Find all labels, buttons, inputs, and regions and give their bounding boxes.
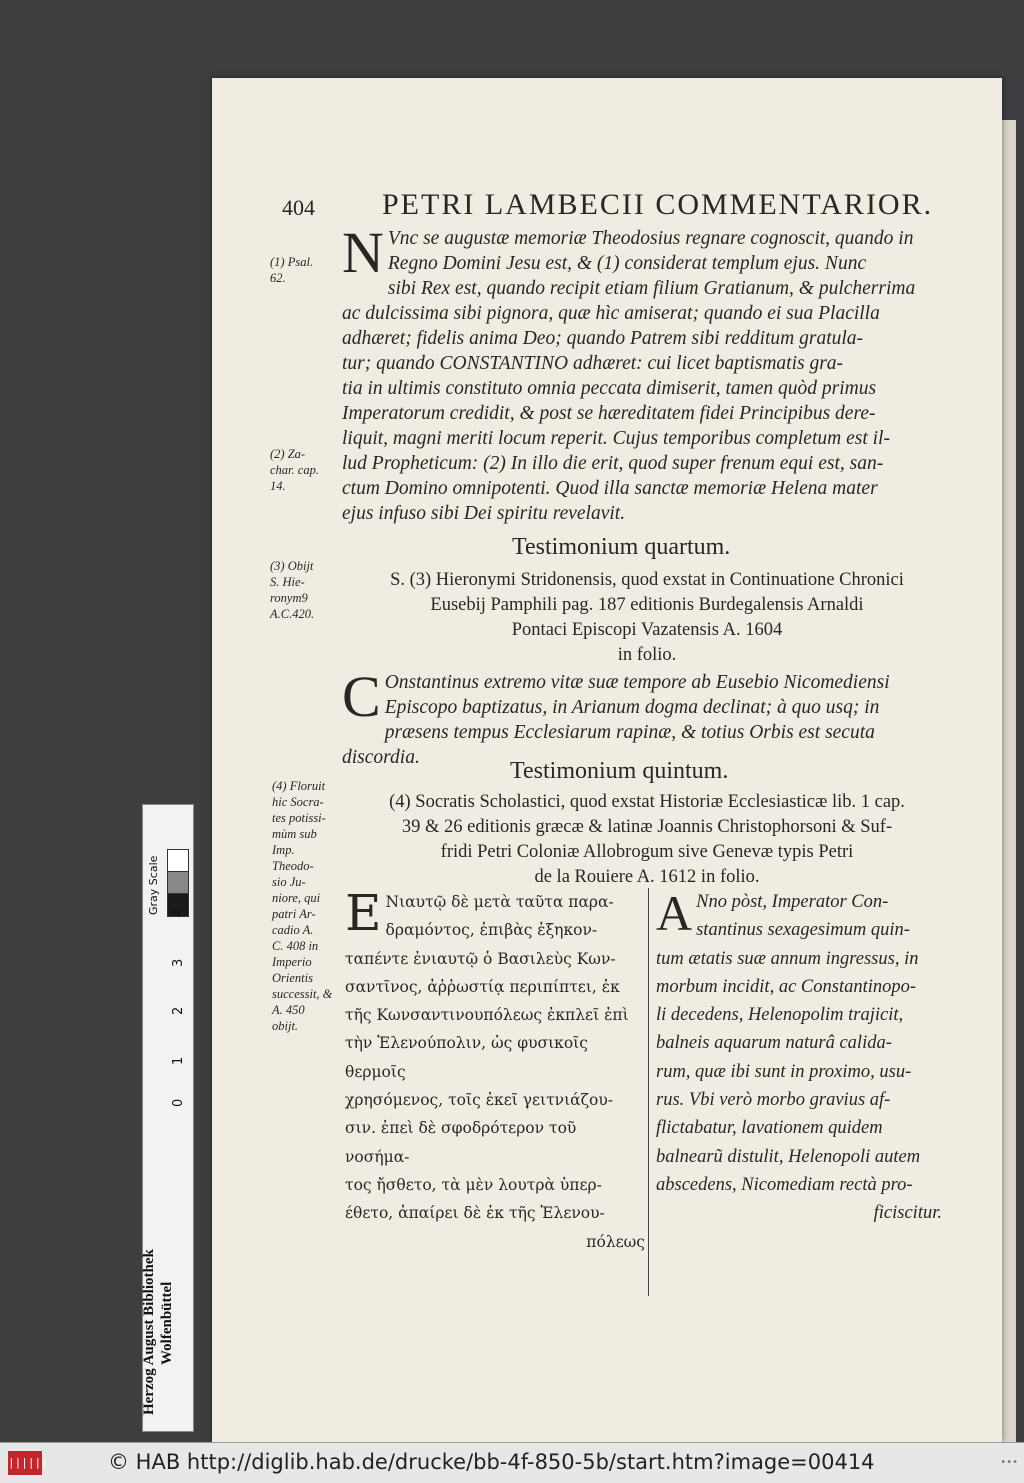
margin-note-1: (1) Psal. 62. [270, 255, 314, 285]
dropcap: E [345, 884, 382, 942]
running-head: PETRI LAMBECII COMMENTARIOR. [382, 188, 934, 221]
greek-line: σιν. ἐπεὶ δὲ σφοδρότερον τοῦ νοσήμα- [345, 1119, 577, 1166]
greek-line: τῆς Κωνσαντινουπόλεως ἐκπλεῖ ἐπὶ [345, 1006, 629, 1025]
latin-line: ficiscitur. [873, 1203, 942, 1224]
greek-line: ταπέντε ἐνιαυτῷ ὁ Βασιλεὺς Κων- [345, 949, 616, 968]
text-line: Onstantinus extremo vitæ suæ tempore ab Eusebio Nicomediensi [384, 672, 890, 693]
greek-line: σαντῖνος, ἀῤῥωστίᾳ περιπίπτει, ἐκ [345, 977, 620, 996]
text-line: ejus infuso sibi Dei spiritu revelavit. [342, 503, 626, 524]
citation-hieronymus [342, 568, 952, 668]
citation-line: Pontaci Episcopi Vazatensis A. 1604 [511, 620, 783, 640]
footer-bar [0, 1442, 1024, 1483]
citation-socrates [342, 790, 952, 890]
greek-column [345, 884, 645, 1256]
text-line: Vnc se augustæ memoriæ Theodosius regnare cognoscit, quando in [387, 228, 914, 249]
greek-line: δραμόντος, ἐπιβὰς ἑξηκον- [385, 921, 598, 940]
text-line: tur; quando CONSTANTINO adhæret: cui licet baptismatis gra- [342, 353, 844, 374]
greek-line: χρησόμενος, τοῖς ἐκεῖ γειτνιάζου- [345, 1091, 614, 1110]
text-line: ctum Domino omnipotenti. Quod illa sanctæ memoriæ Helena mater [342, 478, 878, 499]
latin-line: li decedens, Helenopolim trajicit, [656, 1005, 904, 1026]
latin-line: balneis aquarum naturâ calida- [656, 1033, 892, 1054]
citation-line: S. (3) Hieronymi Stridonensis, quod exstat in Continuatione Chronici [390, 570, 904, 590]
latin-line: abscedens, Nicomediam rectà pro- [656, 1174, 913, 1195]
gray-swatch [167, 849, 189, 873]
margin-note-3: (3) Obijt S. Hie- ronym9 A.C.420. [270, 559, 315, 621]
ruler-scale-label: Gray Scale [147, 855, 160, 915]
latin-line: flictabatur, lavationem quidem [656, 1118, 883, 1139]
text-line: lud Propheticum: (2) In illo die erit, quod super frenum equi est, san- [342, 453, 884, 474]
ruler-number: 0 [171, 1098, 186, 1107]
latin-column [656, 885, 942, 1228]
text-line: Episcopo baptizatus, in Arianum dogma declinat; à quo usq; in [384, 697, 880, 718]
ruler-subtitle: Wolfenbüttel [159, 1281, 175, 1365]
next-page-edge [1000, 120, 1016, 1442]
hab-logo-icon: |||||| [8, 1451, 42, 1475]
ruler-number: 1 [171, 1056, 186, 1065]
ruler-title: Herzog August Bibliothek [141, 1249, 157, 1415]
ruler-number: 2 [171, 1006, 186, 1015]
column-divider [648, 888, 649, 1296]
paragraph-theodosius [342, 220, 942, 526]
gray-scale-ruler [142, 804, 194, 1432]
dropcap: C [342, 664, 381, 729]
citation-line: (4) Socratis Scholastici, quod exstat Historiæ Ecclesiasticæ lib. 1 cap. [389, 792, 905, 812]
citation-line: 39 & 26 editionis græcæ & latinæ Joannis Christophorsoni & Suf- [401, 817, 893, 837]
citation-line: de la Rouiere A. 1612 in folio. [534, 867, 760, 887]
citation-line: in folio. [617, 645, 677, 665]
latin-line: morbum incidit, ac Constantinopo- [656, 976, 917, 997]
citation-line: Eusebij Pamphili pag. 187 editionis Burdegalensis Arnaldi [430, 595, 864, 615]
text-line: tia in ultimis constituto omnia peccata dimiserit, tamen quòd primus [342, 378, 877, 399]
dropcap: A [656, 885, 693, 941]
latin-line: balnearũ distulit, Helenopoli autem [656, 1146, 921, 1167]
greek-line: τος ἤσθετο, τὰ μὲν λουτρὰ ὑπερ- [345, 1175, 602, 1194]
text-line: liquit, magni meriti locum reperit. Cujus temporibus completum est il- [342, 428, 890, 449]
greek-line: έθετο, ἀπαίρει δὲ ἐκ τῆς Ἑλενου- [345, 1204, 605, 1223]
book-page [212, 78, 1002, 1442]
text-line: Regno Domini Jesu est, & (1) considerat templum ejus. Nunc [387, 253, 867, 274]
margin-note-2: (2) Za- char. cap. 14. [270, 447, 319, 493]
paragraph-constantinus [342, 664, 942, 770]
latin-line: rus. Vbi verò morbo gravius af- [656, 1090, 891, 1111]
section-heading-quintum: Testimonium quintum. [510, 758, 729, 784]
section-heading-quartum: Testimonium quartum. [512, 534, 731, 560]
ruler-number: 3 [171, 958, 186, 967]
page-number: 404 [282, 195, 315, 220]
margin-note-4: (4) Floruit hic Socra- tes potissi- mùm sub Imp. Theodo- sio Ju- niore, qui patri Ar- cadio A. C. 408 in Imperio Orientis successit, & A. 450 obijt. [272, 779, 333, 1033]
ruler-number: 4 [171, 908, 186, 917]
text-line: adhæret; fidelis anima Deo; quando Patrem sibi redditum gratula- [342, 328, 864, 349]
latin-line: rum, quæ ibi sunt in proximo, usu- [656, 1061, 912, 1082]
text-line: præsens tempus Ecclesiarum rapinæ, & totius Orbis est secuta discordia. [342, 722, 875, 768]
citation-line: fridi Petri Coloniæ Allobrogum sive Genevæ typis Petri [440, 842, 854, 862]
footer-dots-icon: ••• [1000, 1457, 1018, 1468]
dropcap: N [342, 220, 384, 285]
footer-copyright-url[interactable]: © HAB http://diglib.hab.de/drucke/bb-4f-850-5b/start.htm?image=00414 [108, 1450, 875, 1474]
latin-line: tum ætatis suæ annum ingressus, in [656, 948, 919, 969]
latin-line: stantinus sexagesimum quin- [696, 920, 910, 941]
latin-line: Nno pòst, Imperator Con- [696, 892, 889, 912]
gray-swatch [167, 871, 189, 895]
text-line: sibi Rex est, quando recipit etiam filium Gratianum, & pulcherrima [387, 278, 916, 299]
text-line: Imperatorum credidit, & post se hæreditatem fidei Principibus dere- [342, 403, 876, 424]
text-line: ac dulcissima sibi pignora, quæ hìc amiserat; quando ei sua Placilla [342, 303, 880, 324]
greek-line: πόλεως [586, 1232, 645, 1251]
greek-line: Νιαυτῷ δὲ μετὰ ταῦτα παρα- [385, 893, 614, 911]
greek-line: τὴν Ἑλενούπολιν, ὡς φυσικοῖς θερμοῖς [345, 1034, 588, 1081]
